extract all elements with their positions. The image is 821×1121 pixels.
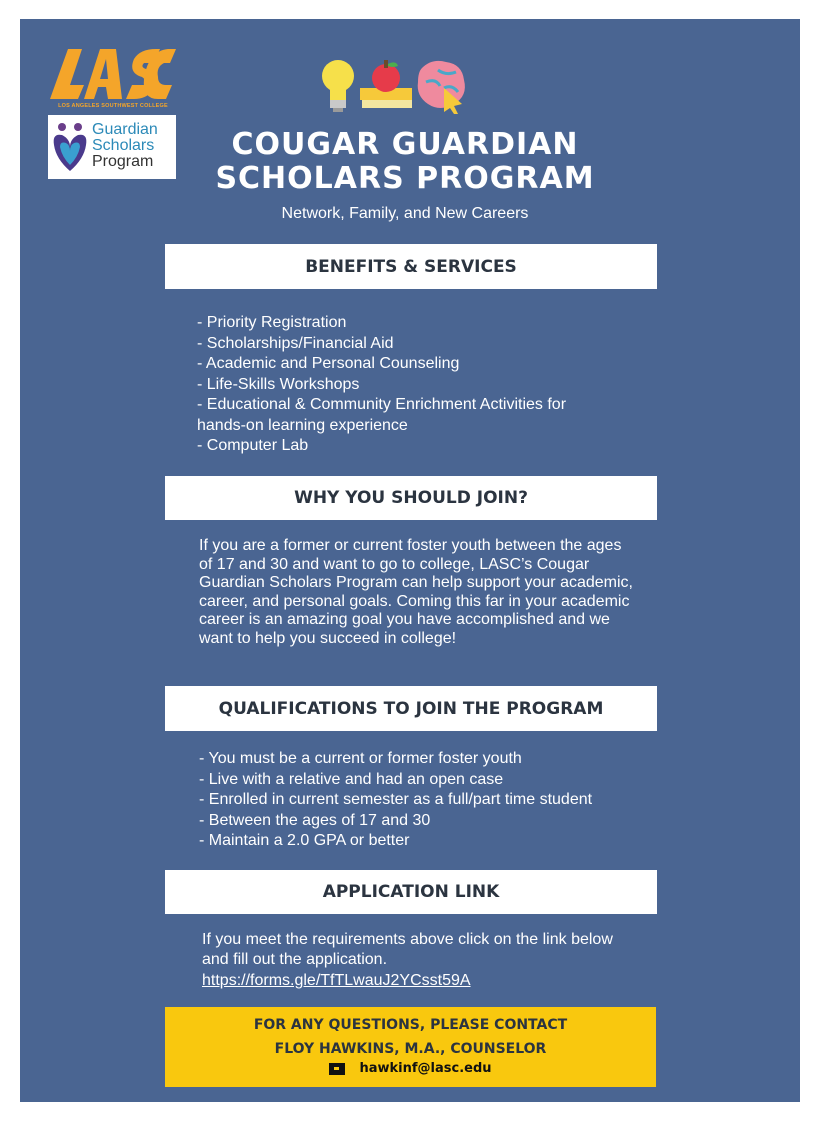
title-line-1: COUGAR GUARDIAN bbox=[231, 127, 579, 162]
why-join-text: If you are a former or current foster youth between the ages of 17 and 30 and want to go to college, LASC’s Cougar Guardian Scholars Program can help support your academic, career, and personal goals. Coming this far in your academic career is an amazing goal you have accomplished and we want to help you succeed in college! bbox=[199, 537, 633, 647]
brain-icon bbox=[418, 61, 465, 114]
contact-email[interactable]: hawkinf@lasc.edu bbox=[359, 1061, 492, 1076]
header-icons bbox=[320, 58, 470, 114]
page-title bbox=[180, 128, 630, 196]
gsp-line3: Program bbox=[92, 153, 154, 170]
list-item: - Academic and Personal Counseling bbox=[197, 355, 460, 372]
qualifications-heading: QUALIFICATIONS TO JOIN THE PROGRAM bbox=[165, 686, 657, 731]
list-item: - Scholarships/Financial Aid bbox=[197, 334, 394, 352]
benefits-heading: BENEFITS & SERVICES bbox=[165, 244, 657, 289]
title-line-2: SCHOLARS PROGRAM bbox=[215, 161, 595, 196]
contact-line-2: FLOY HAWKINS, M.A., COUNSELOR bbox=[274, 1041, 547, 1057]
mail-icon bbox=[329, 1063, 345, 1075]
guardian-scholars-logo bbox=[48, 115, 176, 179]
list-item: - Life-Skills Workshops bbox=[197, 375, 360, 393]
application-link[interactable]: https://forms.gle/TfTLwauJ2YCsst59A bbox=[202, 972, 471, 989]
application-text: If you meet the requirements above click on the link below and fill out the application. bbox=[202, 931, 613, 968]
benefits-list bbox=[197, 313, 617, 457]
page-subtitle: Network, Family, and New Careers bbox=[281, 205, 529, 222]
list-item: - Educational & Community Enrichment Activities for hands-on learning experience bbox=[197, 396, 567, 434]
list-item: - Maintain a 2.0 GPA or better bbox=[199, 832, 410, 849]
contact-box bbox=[165, 1007, 656, 1087]
list-item: - Enrolled in current semester as a full/part time student bbox=[199, 791, 593, 808]
heart-family-icon bbox=[48, 115, 92, 179]
guardian-scholars-wordmark bbox=[92, 122, 158, 170]
list-item: - Priority Registration bbox=[197, 314, 347, 331]
application-heading: APPLICATION LINK bbox=[165, 870, 657, 914]
list-item: - Live with a relative and had an open case bbox=[199, 770, 504, 788]
apple-books-icon bbox=[360, 60, 412, 108]
why-join-heading: WHY YOU SHOULD JOIN? bbox=[165, 476, 657, 520]
list-item: - Between the ages of 17 and 30 bbox=[199, 811, 431, 829]
lasc-logo bbox=[48, 45, 178, 113]
contact-email-row bbox=[165, 1061, 656, 1076]
application-block bbox=[202, 930, 622, 991]
lasc-letters-graphic bbox=[48, 45, 178, 103]
gsp-line1: Guardian bbox=[92, 121, 158, 138]
gsp-line2: Scholars bbox=[92, 137, 155, 154]
contact-line-1: FOR ANY QUESTIONS, PLEASE CONTACT bbox=[253, 1017, 568, 1033]
list-item: - You must be a current or former foster youth bbox=[199, 750, 522, 767]
lasc-subtitle: LOS ANGELES SOUTHWEST COLLEGE bbox=[58, 103, 168, 109]
lightbulb-icon bbox=[322, 60, 354, 112]
list-item: - Computer Lab bbox=[197, 437, 309, 454]
qualifications-list bbox=[199, 749, 639, 852]
